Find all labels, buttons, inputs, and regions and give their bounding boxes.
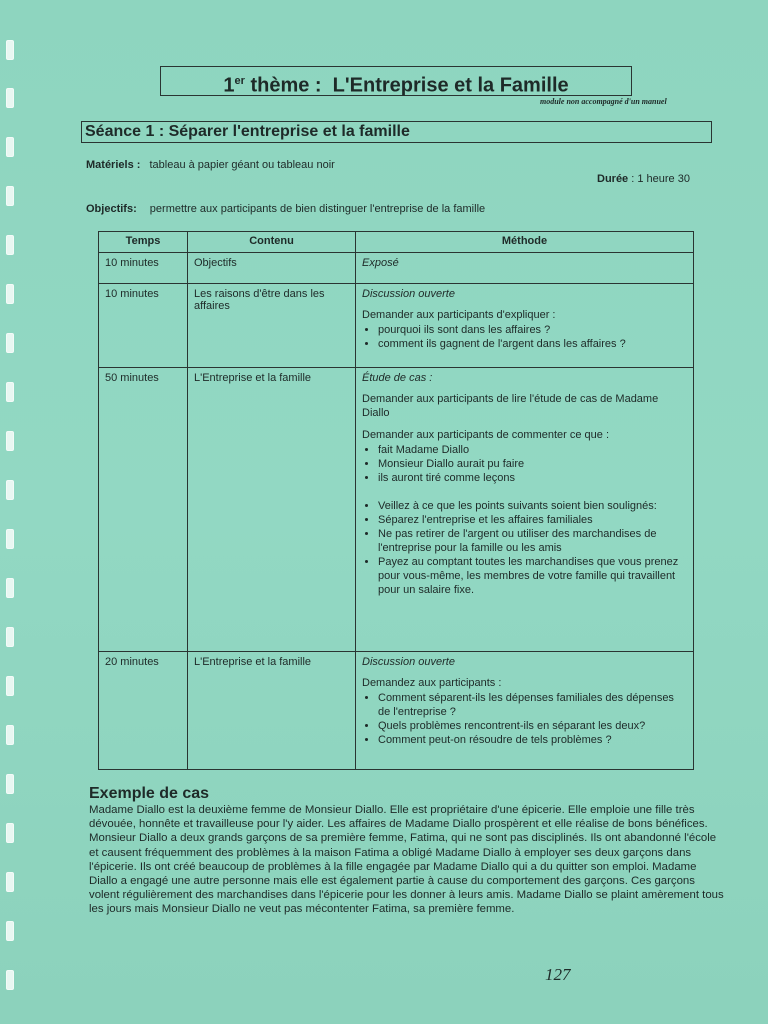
title-superscript: er [234,75,245,87]
cell-methode [356,284,694,368]
binder-hole [6,284,14,304]
cell-methode [356,368,694,652]
cell-methode: Exposé [356,253,694,284]
binder-hole [6,774,14,794]
binder-hole [6,186,14,206]
duration-value: : 1 heure 30 [631,173,690,185]
case-example-text: Madame Diallo est la deuxième femme de Monsieur Diallo. Elle est propriétaire d'une épicerie. Elle emploie une fille très dévouée, honnête et travailleuse pour l'y aider. Les affaires de Madame Diallo prospèrent et elle réalise de bons bénéfices. Monsieur Diallo a deux grands garçons de sa première femme, Fatima, qui ne sont pas disciplinés. Ils ont abandonné l'école et causent fréquemment des problèmes à la maison Fatima a obligé Madame Diallo à employer ses deux garçons dans l'épicerie. Ils ont créé beaucoup de problèmes à la fille engagée par Madame Diallo qui a du quitter son emploi. Madame Diallo a engagé une autre personne mais elle est également partie à cause du comportement des garçons. Ces garçons volent régulièrement des marchandises dans l'épicerie pour les donner à leurs amis. Madame Diallo se plaint amèrement tous les jours mais Monsieur Diallo ne veut pas mécontenter Fatima, sa première femme. [89,804,724,916]
binder-holes [6,40,18,1020]
list-item: • Comment séparent-ils les dépenses familiales des dépenses de l'entreprise ? [378,691,687,719]
method-paragraph: Demander aux participants de commenter ce que : [362,429,610,441]
case-example-heading: Exemple de cas [89,785,210,802]
table-row [99,253,694,284]
list-item: • Veillez à ce que les points suivants soient bien soulignés: [378,499,687,513]
col-header-contenu: Contenu [188,232,356,253]
method-bullets [362,499,687,597]
cell-temps: 50 minutes [99,368,188,652]
page-title [160,66,632,96]
list-item: • ils auront tiré comme leçons [378,471,687,485]
binder-hole [6,872,14,892]
module-note: module non accompagné d'un manuel [540,97,667,106]
list-item: • Comment peut-on résoudre de tels problèmes ? [378,733,687,747]
binder-hole [6,40,14,60]
binder-hole [6,382,14,402]
method-intro: Demander aux participants d'expliquer : [362,309,556,321]
method-paragraph: Demander aux participants de lire l'étude de cas de Madame Diallo [362,393,659,419]
list-item: • Quels problèmes rencontrent-ils en séparant les deux? [378,719,687,733]
list-item: • comment ils gagnent de l'argent dans les affaires ? [378,337,687,351]
cell-contenu: L'Entreprise et la famille [188,368,356,652]
binder-hole [6,676,14,696]
cell-methode [356,652,694,770]
binder-hole [6,333,14,353]
title-text: thème : L'Entreprise et la Famille [244,74,569,97]
method-bullets [362,323,687,351]
method-title: Étude de cas : [362,372,433,384]
method-title: Discussion ouverte [362,288,455,300]
table-row [99,368,694,652]
session-table [98,231,694,770]
method-title: Discussion ouverte [362,656,455,668]
duration-row [597,173,690,185]
duration-label: Durée [597,173,629,185]
table-row [99,652,694,770]
binder-hole [6,137,14,157]
list-item: • Séparez l'entreprise et les affaires familiales [378,513,687,527]
cell-contenu: Objectifs [188,253,356,284]
binder-hole [6,725,14,745]
binder-hole [6,970,14,990]
binder-hole [6,578,14,598]
list-item: • Monsieur Diallo aurait pu faire [378,457,687,471]
list-item: • pourquoi ils sont dans les affaires ? [378,323,687,337]
method-bullets [362,691,687,747]
binder-hole [6,529,14,549]
method-bullets [362,443,687,485]
list-item: • Payez au comptant toutes les marchandises que vous prenez pour vous-même, les membres de votre famille qui travaillent pour un salaire fixe. [378,555,687,597]
objectives-row [86,203,485,215]
objectives-value: permettre aux participants de bien distinguer l'entreprise de la famille [149,203,486,215]
session-heading: Séance 1 : Séparer l'entreprise et la famille [81,121,712,143]
table-row [99,284,694,368]
cell-temps: 10 minutes [99,253,188,284]
method-intro: Demandez aux participants : [362,677,502,689]
cell-temps: 10 minutes [99,284,188,368]
cell-temps: 20 minutes [99,652,188,770]
page-number: 127 [545,965,571,984]
objectives-label: Objectifs: [86,203,137,215]
materials-row [86,159,335,171]
binder-hole [6,480,14,500]
table-header-row [99,232,694,253]
cell-contenu: Les raisons d'être dans les affaires [188,284,356,368]
binder-hole [6,921,14,941]
materials-label: Matériels : [86,159,141,171]
binder-hole [6,627,14,647]
cell-contenu: L'Entreprise et la famille [188,652,356,770]
binder-hole [6,823,14,843]
binder-hole [6,235,14,255]
materials-value: tableau à papier géant ou tableau noir [149,159,335,171]
list-item: • Ne pas retirer de l'argent ou utiliser des marchandises de l'entreprise pour la famille ou les amis [378,527,687,555]
list-item: • fait Madame Diallo [378,443,687,457]
binder-hole [6,88,14,108]
col-header-methode: Méthode [356,232,694,253]
title-number: 1 [223,74,235,97]
binder-hole [6,431,14,451]
col-header-temps: Temps [99,232,188,253]
